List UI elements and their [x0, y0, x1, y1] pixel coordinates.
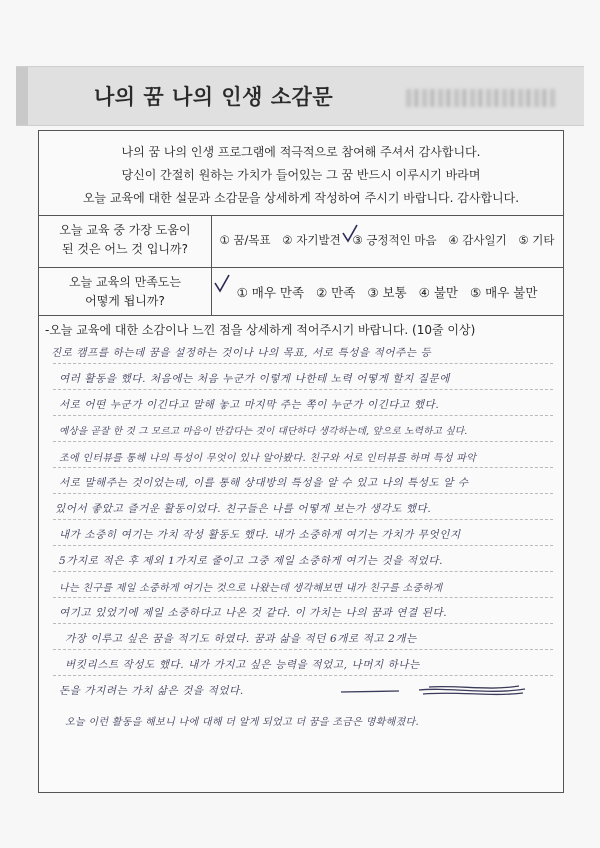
- option-3-selected[interactable]: ③ 긍정적인 마음: [352, 233, 437, 247]
- page-title: 나의 꿈 나의 인생 소감문: [94, 85, 334, 109]
- option-1[interactable]: ① 꿈/목표: [219, 233, 271, 247]
- writing-line: [53, 363, 553, 364]
- redacted-name: [406, 89, 556, 107]
- writing-line: [53, 675, 553, 676]
- handwritten-line: 조에 인터뷰를 통해 나의 특성이 무엇이 있나 알아봤다. 친구와 서로 인터뷰를 하며 특성 파악: [59, 453, 477, 464]
- handwritten-line: 돈을 가지려는 가치 삶은 것을 적었다.: [59, 685, 244, 697]
- option-2[interactable]: ② 자기발견: [282, 233, 341, 247]
- handwritten-line: 여기고 있었기에 제일 소중하다고 나온 것 같다. 이 가치는 나의 꿈과 연결 된다.: [59, 607, 448, 619]
- handwritten-line: 오늘 이런 활동을 해보니 나에 대해 더 알게 되었고 더 꿈을 조금은 명확해졌다.: [65, 717, 419, 728]
- writing-line: [53, 441, 553, 442]
- handwritten-line: 가장 이루고 싶은 꿈을 적기도 하였다. 꿈과 삶을 적던 6개로 적고 2개는: [65, 633, 417, 645]
- label-line: 오늘 교육 중 가장 도움이: [59, 223, 191, 237]
- writing-line: [53, 545, 553, 546]
- writing-line: [53, 571, 553, 572]
- label-line: 오늘 교육의 만족도는: [69, 275, 181, 289]
- essay-prompt: -오늘 교육에 대한 소감이나 느낀 점을 상세하게 적어주시기 바랍니다. (10줄 이상): [45, 323, 476, 337]
- question-1-label: [39, 221, 211, 259]
- handwritten-line: 나는 친구를 제일 소중하게 여기는 것으로 나왔는데 생각해보면 내가 친구를 소중하게: [59, 583, 443, 594]
- scribble-out-mark: [339, 683, 529, 701]
- question-1-options: [211, 232, 563, 248]
- writing-line: [53, 493, 553, 494]
- option-1-selected[interactable]: ① 매우 만족: [236, 285, 305, 300]
- question-2-options: [211, 283, 563, 301]
- writing-line: [53, 519, 553, 520]
- handwritten-line: 있어서 좋았고 즐거운 활동이었다. 친구들은 나를 어떻게 보는가 생각도 했다.: [55, 503, 432, 515]
- intro-text: [39, 141, 563, 210]
- handwritten-line: 내가 소중히 여기는 가치 작성 활동도 했다. 내가 소중하게 여기는 가치가 무엇인지: [59, 529, 461, 541]
- intro-line: 나의 꿈 나의 인생 프로그램에 적극적으로 참여해 주셔서 감사합니다.: [121, 145, 481, 159]
- writing-line: [53, 415, 553, 416]
- handwritten-line: 예상을 곧잘 한 것 그 모르고 마음이 반갑다는 것이 대단하다 생각하는데, 앞으로 노력하고 싶다.: [59, 426, 468, 437]
- checkmark-icon: [213, 274, 231, 296]
- option-4[interactable]: ④ 감사일기: [448, 233, 507, 247]
- header-banner: [16, 66, 584, 126]
- intro-line: 당신이 간절히 원하는 가치가 들어있는 그 꿈 반드시 이루시기 바라며: [121, 168, 481, 182]
- handwritten-line: 버킷리스트 작성도 했다. 내가 가지고 싶은 능력을 적었고, 나머지 하나는: [65, 659, 420, 671]
- writing-line: [53, 623, 553, 624]
- option-4[interactable]: ④ 불만: [418, 285, 458, 300]
- label-line: 어떻게 됩니까?: [85, 294, 165, 308]
- label-line: 된 것은 어느 것 입니까?: [62, 242, 188, 256]
- option-5[interactable]: ⑤ 매우 불만: [469, 285, 538, 300]
- handwritten-line: 서로 어떤 누군가 이긴다고 말해 놓고 마지막 주는 쪽이 누군가 이긴다고 했다.: [59, 399, 440, 411]
- writing-line: [53, 597, 553, 598]
- handwritten-line: 서로 말해주는 것이었는데, 이를 통해 상대방의 특성을 알 수 있고 나의 특성도 알 수: [59, 477, 469, 489]
- option-2[interactable]: ② 만족: [316, 285, 356, 300]
- handwritten-line: 여러 활동을 했다. 처음에는 처음 누군가 이렇게 나한테 노력 어떻게 할지 질문에: [59, 373, 451, 385]
- divider: [39, 267, 563, 268]
- divider: [39, 315, 563, 316]
- handwritten-line: 5가지로 적은 후 제외 1가지로 줄이고 그중 제일 소중하게 여기는 것을 적었다.: [59, 555, 444, 567]
- handwritten-line: 진로 캠프를 하는데 꿈을 설정하는 것이나 나의 목표, 서로 특성을 적어주는 등: [51, 347, 432, 359]
- checkmark-icon: [341, 223, 359, 245]
- writing-line: [53, 467, 553, 468]
- question-2-label: [39, 273, 211, 311]
- option-3[interactable]: ③ 보통: [367, 285, 407, 300]
- writing-line: [53, 649, 553, 650]
- divider: [39, 215, 563, 216]
- option-5[interactable]: ⑤ 기타: [518, 233, 555, 247]
- intro-line: 오늘 교육에 대한 설문과 소감문을 상세하게 작성하여 주시기 바랍니다. 감사합니다.: [82, 191, 520, 205]
- survey-form: [38, 130, 564, 793]
- header-accent-bar: [16, 67, 28, 125]
- writing-line: [53, 389, 553, 390]
